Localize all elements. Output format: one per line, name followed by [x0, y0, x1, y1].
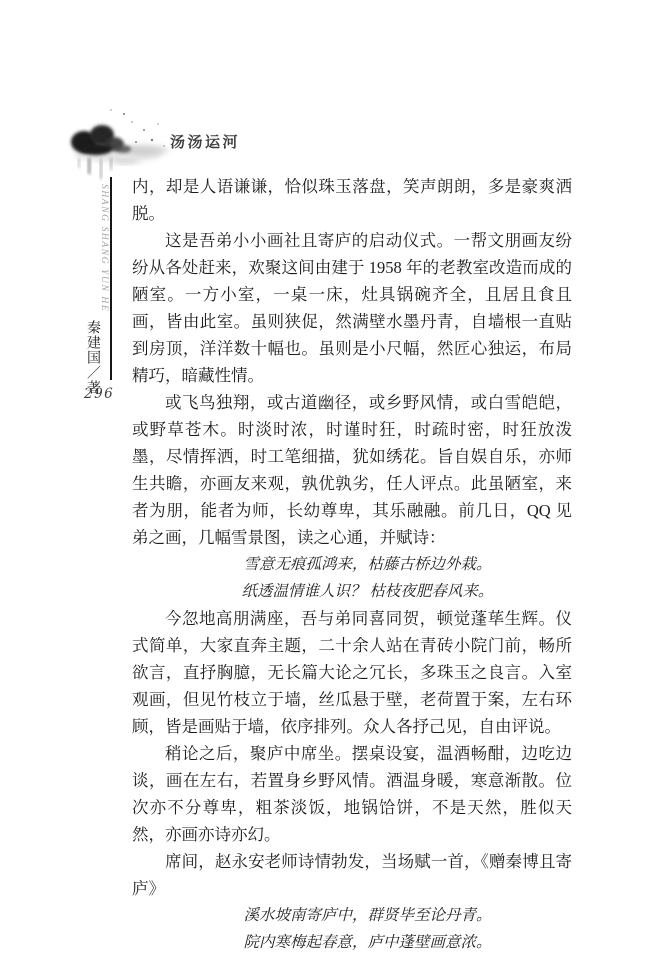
poem1-line1: 雪意无痕孤鸿来，枯藤古桥边外栽。 — [243, 556, 492, 573]
page-number: 296 — [84, 386, 115, 402]
poem1-line2: 纸透温情谁人识？ 枯枝夜肥春风来。 — [241, 583, 494, 600]
ink-wash-logo — [66, 102, 174, 182]
paragraph-gathering: 今忽地高朋满座，吾与弟同喜同贺，顿觉蓬荜生辉。仪式简单，大家直奔主题，二十余人站在青砖小院门前，畅所欲言，直抒胸臆，无长篇大论之冗长，多珠玉之良言。入室观画，但见竹枝立于墙，丝瓜悬于壁，老荷置于案，左右环顾，皆是画贴于墙，依序排列。众人各抒己见，自由评说。 — [132, 609, 572, 736]
author-name: 秦建国／著 — [85, 320, 100, 395]
paragraph-ceremony: 这是吾弟小小画社且寄庐的启动仪式。一帮文朋画友纷纷从各处赶来，欢聚这间由建于 1958 年的老教室改造而成的陋室。一方小室，一桌一床，灶具锅碗齐全，且居且食且画，皆由此室。虽则狭促，然满壁水墨丹青，自墙根一直贴到房顶，洋洋数十幅也。虽则是小尺幅，然匠心独运，布局精巧，暗藏性情。 — [132, 231, 572, 385]
series-pinyin: SHANG SHANG YUN HE — [99, 184, 109, 313]
paragraph-banquet: 稍论之后，聚庐中席坐。摆桌设宴，温酒畅酣，边吃边谈，画在左右，若置身乡野风情。酒温身暖，寒意渐散。位次亦不分尊卑，粗茶淡饭，地锅饸饼，不是天然，胜似天然，亦画亦诗亦幻。 — [132, 744, 572, 844]
poem2-line1: 溪水坡南寄庐中，群贤毕至论丹青。 — [243, 907, 492, 924]
paragraph-poet: 席间，赵永安老师诗情勃发，当场赋一首，《赠秦博且寄庐》 — [132, 852, 572, 898]
book-title: 汤汤运河 — [170, 134, 241, 151]
sidebar-rule — [110, 177, 112, 380]
poem2-line2: 院内寒梅起春意，庐中蓬壁画意浓。 — [243, 934, 492, 951]
paragraph-paintings: 或飞鸟独翔，或古道幽径，或乡野风情，或白雪皑皑，或野草苍木。时淡时浓，时谨时狂，时疏时密，时狂放泼墨，尽情挥洒，时工笔细描，犹如绣花。旨自娱自乐，亦师生共瞻，亦画友来观，孰优孰劣，任人评点。此虽陋室，来者为朋，能者为师，长幼尊卑，其乐融融。前几日，QQ 见弟之画，几幅雪景图，读之心通，并赋诗： — [132, 393, 572, 547]
paragraph-continued: 内，却是人语谦谦，恰似珠玉落盘，笑声朗朗，多是豪爽洒脱。 — [132, 177, 572, 223]
body-text — [132, 173, 572, 956]
